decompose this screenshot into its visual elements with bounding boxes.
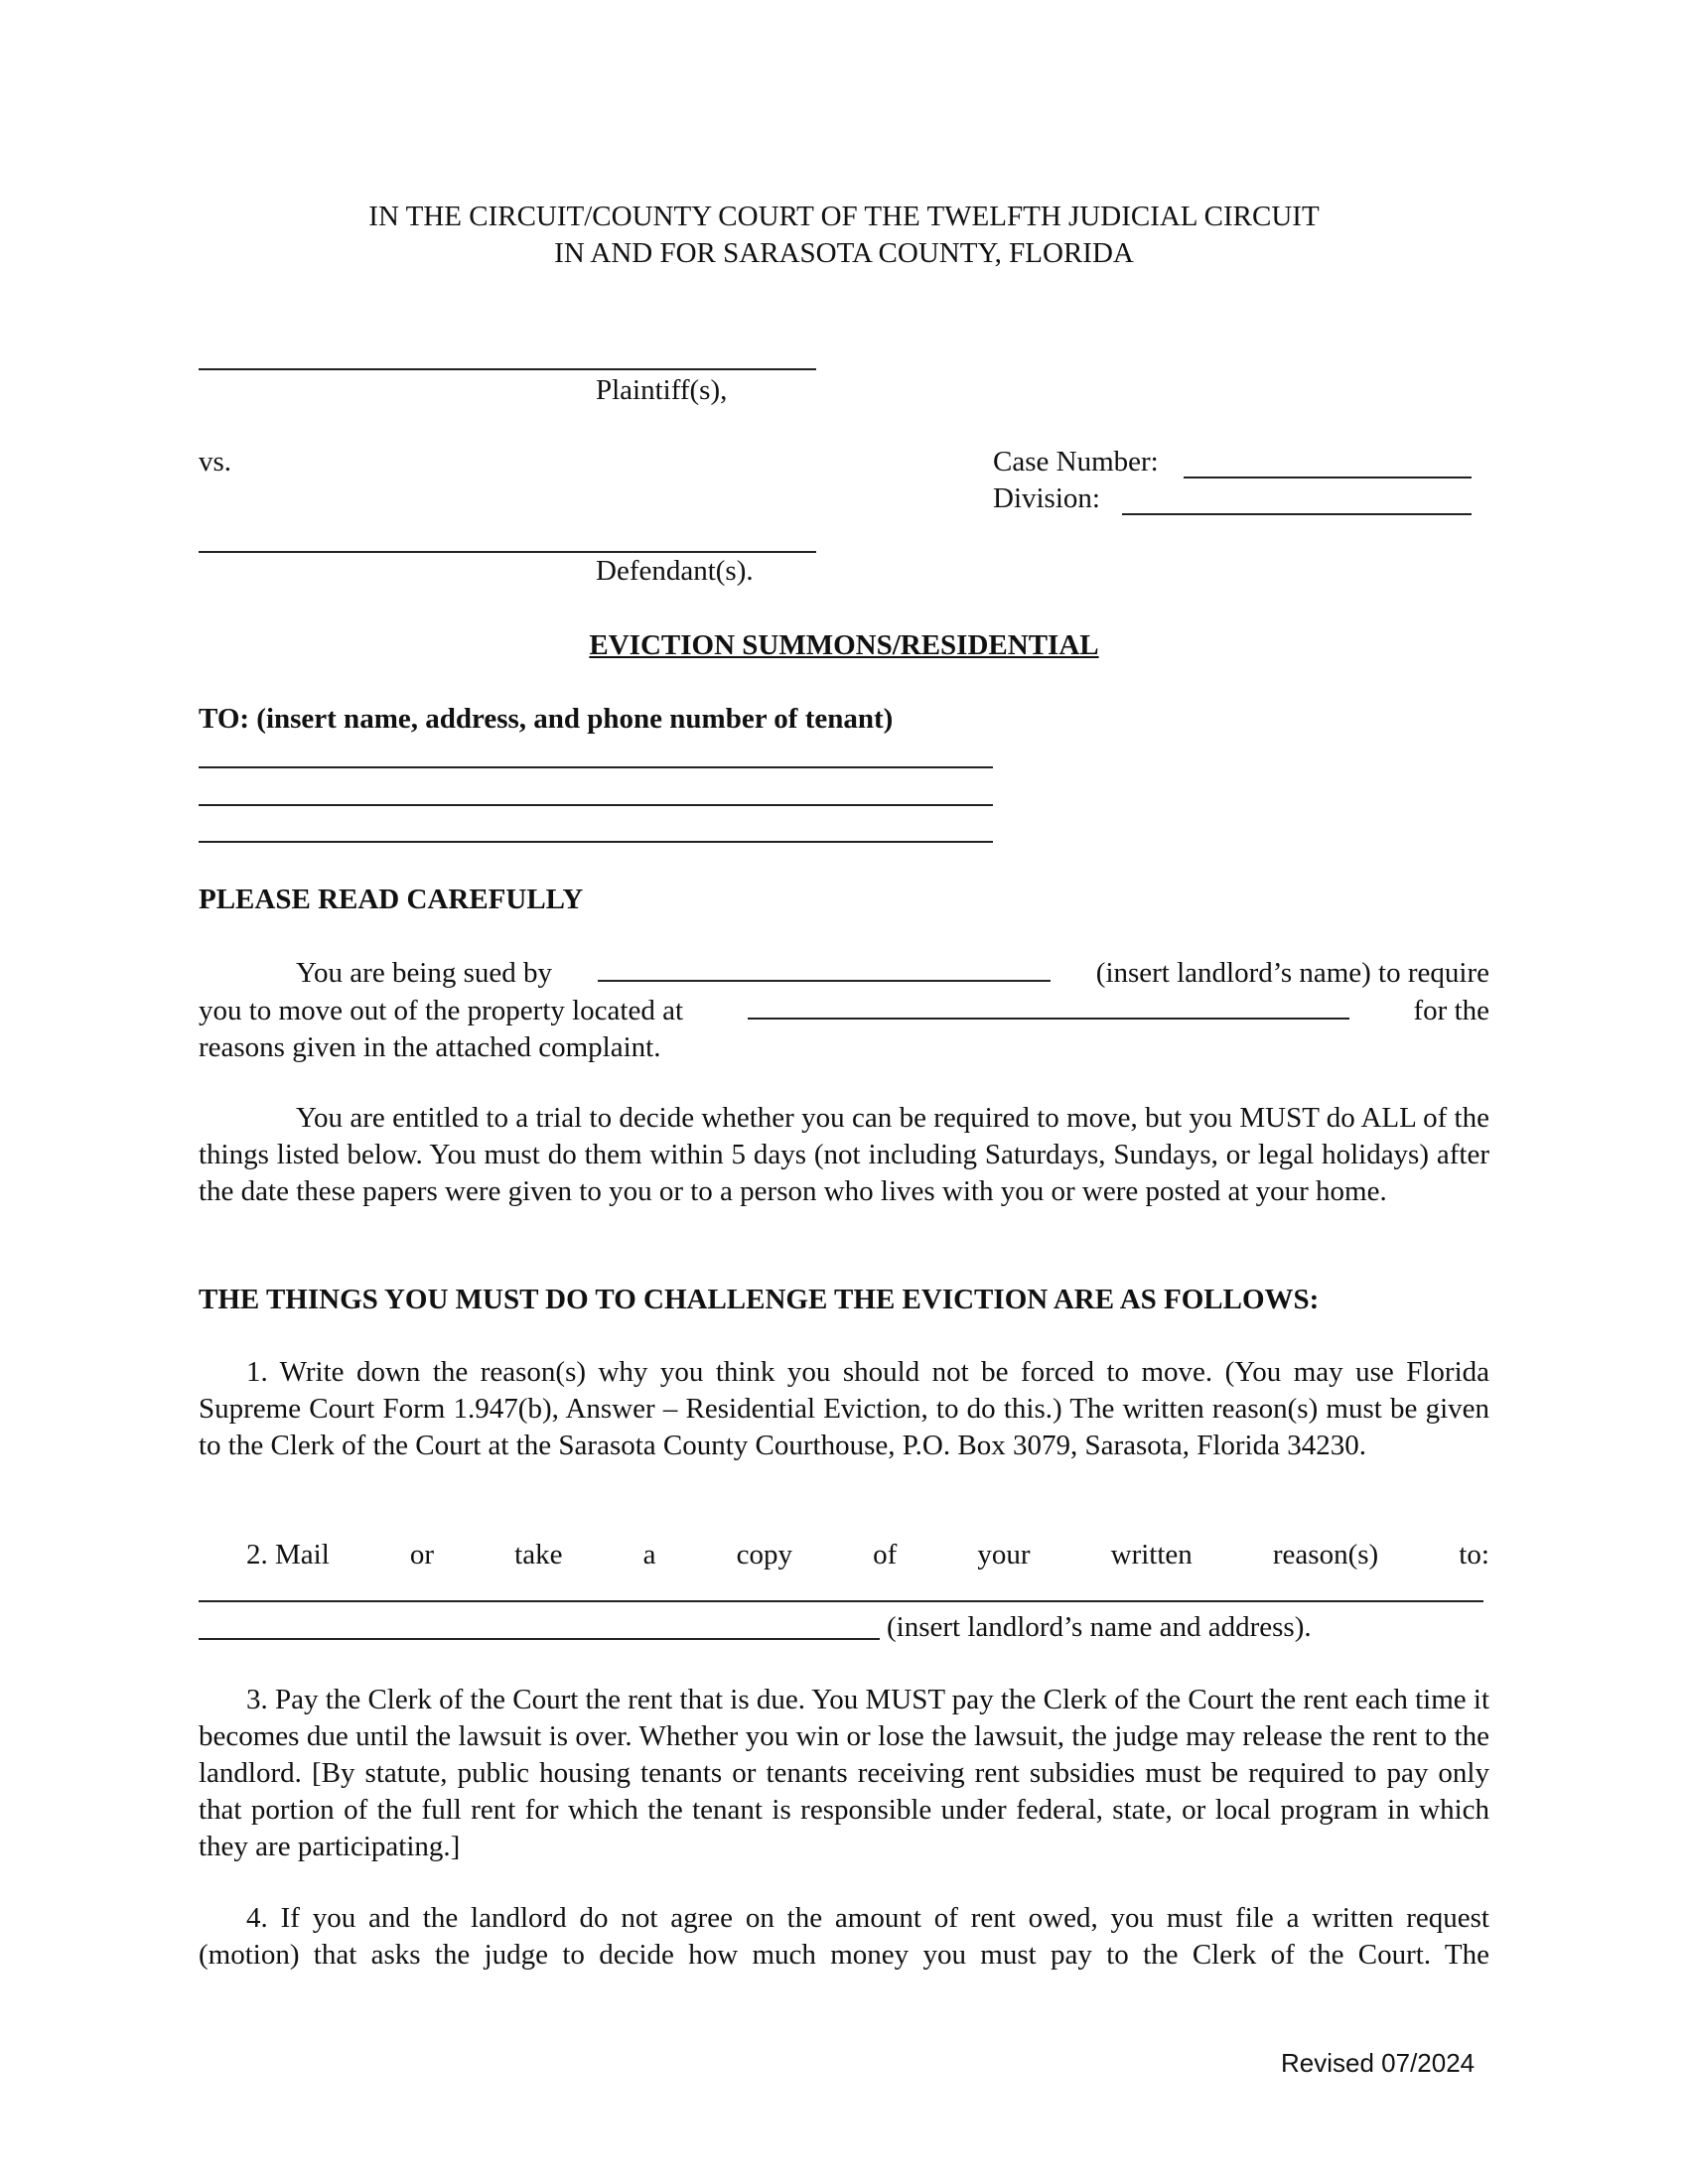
paragraph-1 (199, 954, 1489, 1066)
court-header (0, 199, 1688, 272)
case-number-field[interactable] (1184, 477, 1472, 478)
p1-text-2: (insert landlord’s name) to require (1095, 957, 1489, 989)
court-line-1: IN THE CIRCUIT/COUNTY COURT OF THE TWELFTH JUDICIAL CIRCUIT (368, 201, 1320, 232)
things-heading: THE THINGS YOU MUST DO TO CHALLENGE THE EVICTION ARE AS FOLLOWS: (199, 1284, 1320, 1315)
item-4 (199, 1900, 1489, 1974)
p1-text-1: You are being sued by (296, 957, 553, 989)
item-1: 1. Write down the reason(s) why you think you should not be forced to move. (You may use Florida Supreme Court Form 1.947(b), Answer – Residential Eviction, to do this.) The written reason(s) must be given to the Clerk of the Court at the Sarasota County Courthouse, P.O. Box 3079, Sarasota, Florida 34230. (199, 1356, 1489, 1461)
paragraph-1-line-1 (199, 954, 1489, 992)
plaintiff-label: Plaintiff(s), (596, 374, 728, 406)
p1-text-3: you to move out of the property located at (199, 995, 684, 1026)
item-2-word: to: (1459, 1539, 1489, 1570)
revision-date: Revised 07/2024 (1281, 2048, 1476, 2078)
item-2-word: reason(s) (1272, 1539, 1379, 1570)
item-2-word: written (1110, 1539, 1193, 1570)
item-2-suffix: (insert landlord’s name and address). (887, 1611, 1312, 1643)
division-field[interactable] (1122, 513, 1472, 515)
item-2-word: your (977, 1539, 1031, 1570)
landlord-address-line-1[interactable] (199, 1600, 1483, 1602)
tenant-info-line-1[interactable] (199, 766, 993, 768)
vs-label: vs. (199, 446, 232, 478)
division-label: Division: (993, 482, 1100, 514)
p1-text-5: reasons given in the attached complaint. (199, 1031, 661, 1063)
paragraph-2: You are entitled to a trial to decide whether you can be required to move, but you MUST do ALL of the things listed below. You must do them within 5 days (not including Saturdays, Sundays, or legal holidays) after the date these papers were given to you or to a person who lives with you or were posted at your home. (199, 1102, 1489, 1207)
item-2-word: of (873, 1539, 898, 1570)
please-read-heading: PLEASE READ CAREFULLY (199, 884, 584, 915)
landlord-name-field[interactable] (598, 954, 1051, 982)
item-3: 3. Pay the Clerk of the Court the rent that is due. You MUST pay the Clerk of the Court the rent each time it becomes due until the lawsuit is over. Whether you win or lose the lawsuit, the judge may release the rent to the landlord. [By statute, public housing tenants or tenants receiving rent subsidies must be required to pay only that portion of the full rent for which the tenant is responsible under federal, state, or local program in which they are participating.] (199, 1684, 1489, 1862)
case-number-label: Case Number: (993, 446, 1159, 478)
tenant-info-line-2[interactable] (199, 804, 993, 806)
item-4-line-1: 4. If you and the landlord do not agree on the amount of rent owed, you must file a written request (246, 1902, 1489, 1934)
plaintiff-line[interactable] (199, 368, 816, 370)
tenant-info-line-3[interactable] (199, 841, 993, 843)
item-2-line (246, 1537, 1489, 1573)
p1-text-4: for the (1413, 995, 1489, 1026)
document-title: EVICTION SUMMONS/RESIDENTIAL (589, 629, 1099, 661)
property-address-field[interactable] (748, 992, 1349, 1020)
item-2-word: 2. Mail (246, 1539, 330, 1570)
landlord-address-line-2[interactable] (199, 1638, 880, 1640)
court-line-2: IN AND FOR SARASOTA COUNTY, FLORIDA (554, 237, 1134, 269)
item-2-word: or (409, 1539, 435, 1570)
item-2-word: take (514, 1539, 563, 1570)
defendant-label: Defendant(s). (596, 555, 754, 587)
to-label: TO: (insert name, address, and phone number of tenant) (199, 703, 894, 735)
item-2-word: copy (736, 1539, 792, 1570)
item-4-line-2: (motion) that asks the judge to decide how much money you must pay to the Clerk of the Court. The (199, 1939, 1489, 1971)
item-2-word: a (642, 1539, 656, 1570)
paragraph-1-line-2 (199, 992, 1489, 1029)
